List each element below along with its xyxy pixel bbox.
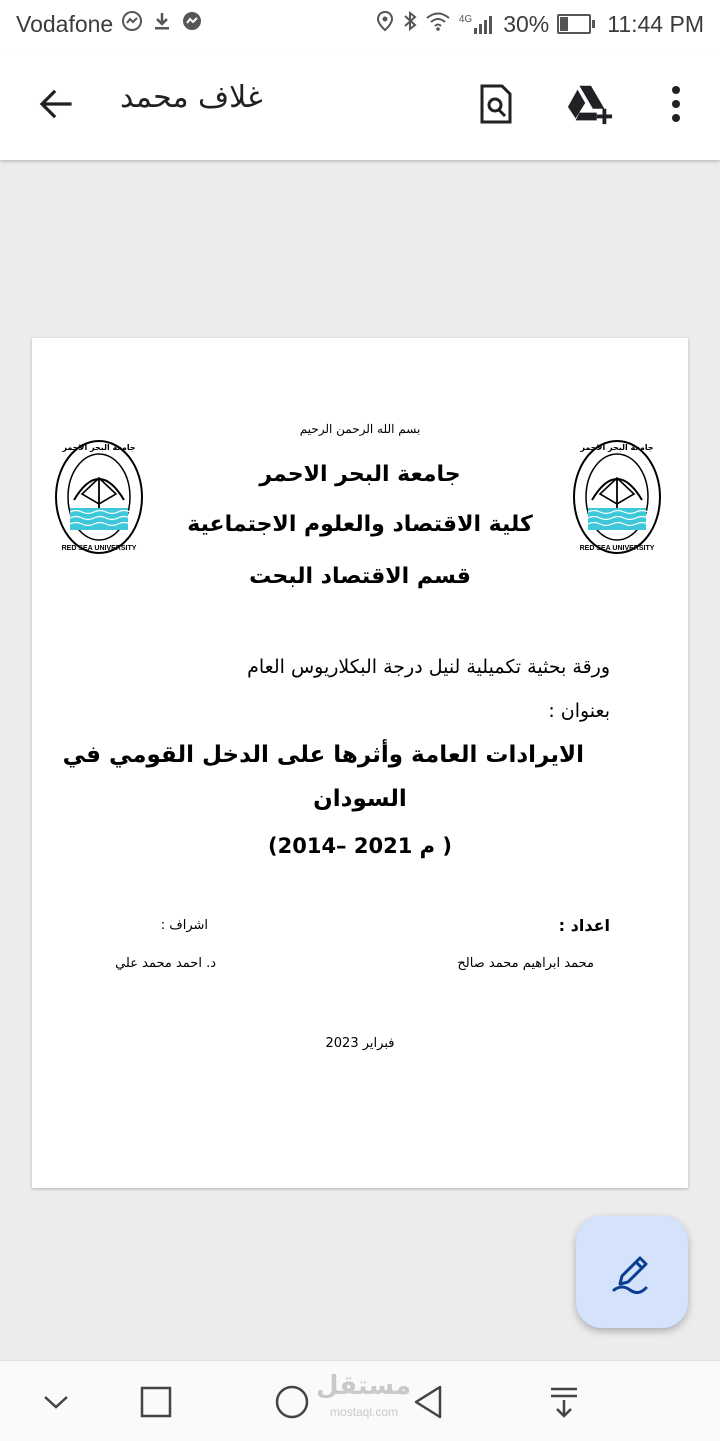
find-in-document-button[interactable] xyxy=(472,80,520,128)
cell-signal-icon xyxy=(459,14,495,34)
edit-fab-button[interactable] xyxy=(576,1216,688,1328)
home-circle-icon xyxy=(274,1384,310,1420)
faculty-name: كلية الاقتصاد والعلوم الاجتماعية xyxy=(187,512,533,537)
university-logo-left xyxy=(54,438,144,556)
document-page[interactable] xyxy=(32,338,688,1188)
battery-icon xyxy=(557,14,591,34)
titled-label: بعنوان : xyxy=(548,700,610,722)
university-name: جامعة البحر الاحمر xyxy=(259,462,461,487)
download-notification-icon xyxy=(151,10,173,38)
document-title: غلاف محمد xyxy=(120,80,263,115)
watermark-logo: مستقل xyxy=(316,1371,412,1401)
pull-down-notifications-icon xyxy=(549,1386,579,1418)
back-button[interactable] xyxy=(36,84,76,124)
app-bar xyxy=(0,50,720,160)
logo-arabic-text-left: جامعة البحر الاحمر xyxy=(62,443,136,452)
arrow-back-icon xyxy=(36,84,76,124)
logo-english-text-left: RED SEA UNIVERSITY xyxy=(61,545,137,552)
status-bar xyxy=(0,0,720,50)
logo-arabic-text-right: جامعة البحر الاحمر xyxy=(580,443,654,452)
more-options-button[interactable] xyxy=(652,80,700,128)
nav-recents-button[interactable] xyxy=(133,1379,179,1425)
battery-percent: 30% xyxy=(503,10,550,37)
supervision-label: اشراف : xyxy=(160,918,208,933)
edit-pen-icon xyxy=(610,1250,654,1294)
student-name: محمد ابراهيم محمد صالح xyxy=(457,956,594,971)
wifi-icon xyxy=(425,10,451,38)
prepared-by-label: اعداد : xyxy=(558,916,610,935)
add-to-drive-icon xyxy=(566,83,614,125)
bluetooth-icon xyxy=(403,10,417,38)
add-to-drive-button[interactable] xyxy=(566,80,614,128)
nav-collapse-button[interactable] xyxy=(33,1379,79,1425)
nav-notifications-button[interactable] xyxy=(541,1379,587,1425)
nav-back-button[interactable] xyxy=(405,1379,451,1425)
recents-square-icon xyxy=(140,1386,172,1418)
find-in-document-icon xyxy=(478,84,514,124)
logo-english-text-right: RED SEA UNIVERSITY xyxy=(579,545,655,552)
more-options-icon xyxy=(670,84,682,124)
back-triangle-icon xyxy=(412,1384,444,1420)
messenger-notification-icon-2 xyxy=(181,10,203,38)
basmala: بسم الله الرحمن الرحيم xyxy=(299,422,421,436)
department-name: قسم الاقتصاد البحت xyxy=(249,564,471,589)
watermark-url: mostaql.com xyxy=(330,1405,399,1419)
network-type-label: 4G xyxy=(458,14,473,25)
study-period: (2014– 2021 م ) xyxy=(268,834,452,858)
messenger-notification-icon xyxy=(121,10,143,38)
location-icon xyxy=(375,10,395,38)
system-navigation-bar xyxy=(0,1360,720,1441)
nav-home-button[interactable] xyxy=(269,1379,315,1425)
carrier-label: Vodafone xyxy=(16,10,114,37)
document-date: فبراير 2023 xyxy=(325,1036,395,1051)
thesis-title-line-2: السودان xyxy=(313,786,407,812)
chevron-down-icon xyxy=(42,1392,70,1412)
clock: 11:44 PM xyxy=(607,10,704,37)
degree-line: ورقة بحثية تكميلية لنيل درجة البكلاريوس العام xyxy=(247,656,610,678)
university-logo-right xyxy=(572,438,662,556)
supervisor-name: د. احمد محمد علي xyxy=(115,956,216,971)
battery-level-fill xyxy=(560,17,568,31)
thesis-title-line-1: الايرادات العامة وأثرها على الدخل القومي في xyxy=(62,742,584,768)
